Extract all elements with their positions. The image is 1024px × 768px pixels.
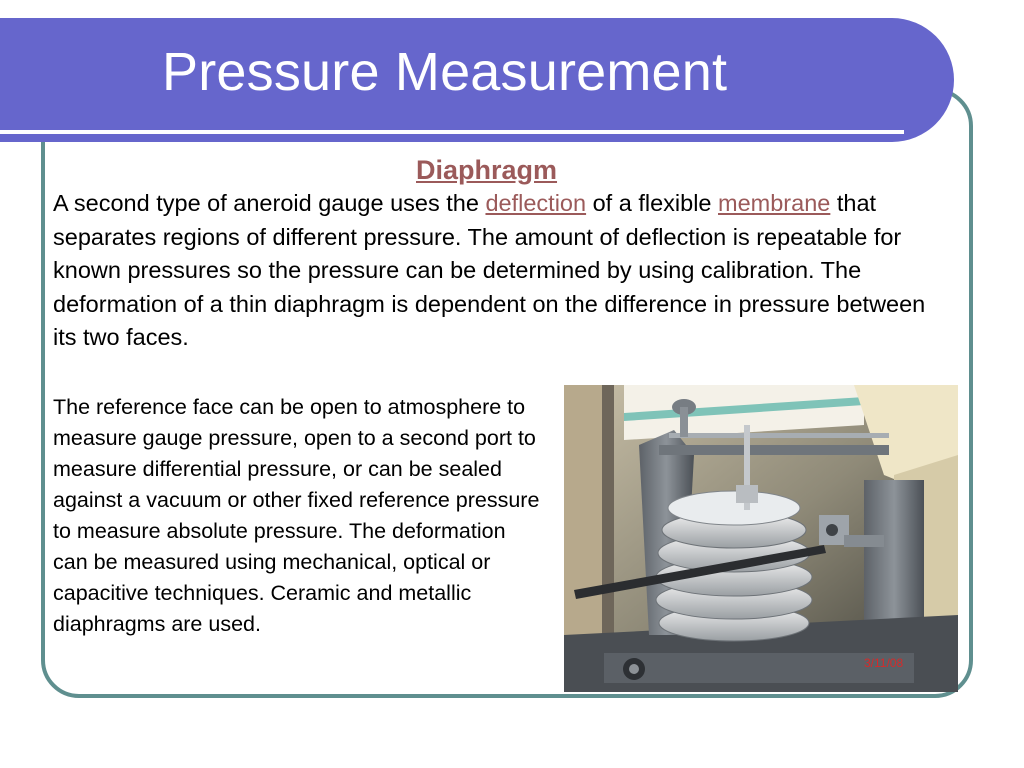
membrane-link[interactable]: membrane [718, 190, 831, 216]
intro-text-3: that separates regions of different pressure. The amount of deflection is repeatable for known pressures so the pressure can be determined by using calibration. The deformation of a thin diaphragm is dependent on the difference in pressure between its two faces. [53, 190, 926, 351]
intro-text-1: A second type of aneroid gauge uses the [53, 190, 486, 216]
diaphragm-gauge-photo [564, 385, 958, 692]
banner-divider [0, 130, 904, 134]
section-heading: Diaphragm [416, 155, 558, 185]
photo-date-stamp: 3/11/08 [864, 656, 904, 670]
deflection-link[interactable]: deflection [485, 190, 587, 216]
intro-paragraph [53, 187, 933, 355]
detail-paragraph: The reference face can be open to atmosphere to measure gauge pressure, open to a second port to measure differential pressure, or can be sealed against a vacuum or other fixed reference pressure to measure absolute pressure. The deformation can be measured using mechanical, optical or capacitive techniques. Ceramic and metallic diaphragms are used. [53, 395, 540, 636]
slide-title: Pressure Measurement [162, 42, 728, 102]
intro-text-2: of a flexible [586, 190, 719, 216]
